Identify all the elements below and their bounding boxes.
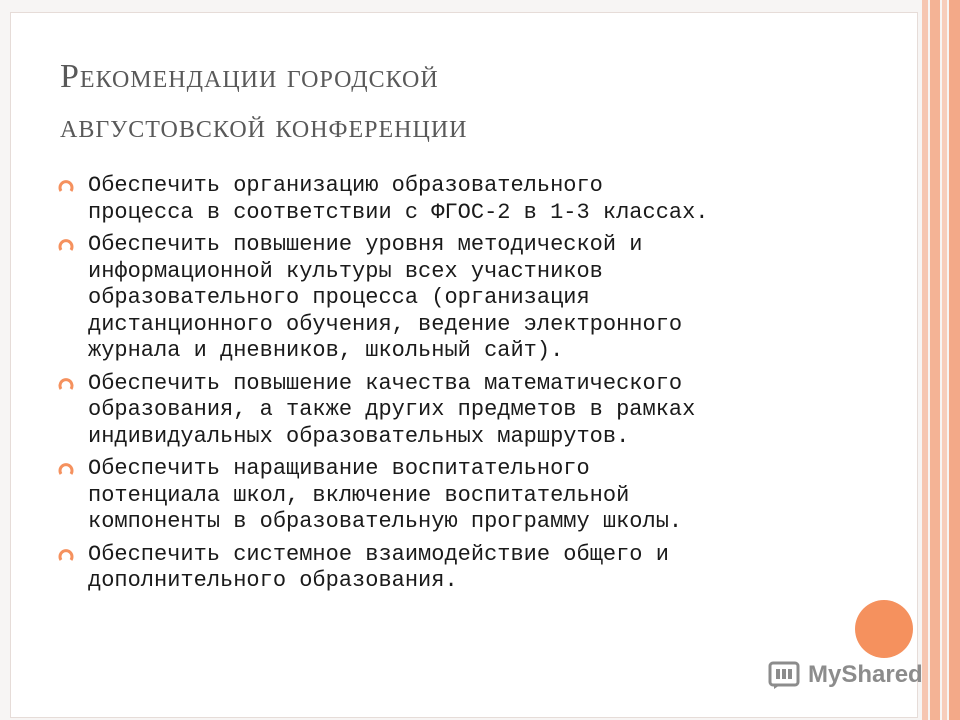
- bullet-item: [58, 542, 838, 595]
- arc-bullet-icon: [58, 234, 74, 254]
- bullet-line: образовательного процесса (организация: [88, 285, 590, 310]
- watermark-text: MyShared: [808, 661, 923, 688]
- bullet-line: образования, а также других предметов в рамках: [88, 397, 696, 422]
- bullet-line: журнала и дневников, школьный сайт).: [88, 338, 564, 363]
- bullet-item: [58, 173, 838, 226]
- bullet-item: [58, 232, 838, 365]
- bullet-line: процесса в соответствии с ФГОС-2 в 1-3 классах.: [88, 199, 709, 225]
- bullet-text: [88, 232, 838, 365]
- arc-bullet-icon: [58, 175, 74, 195]
- watermark[interactable]: [766, 655, 923, 695]
- bullet-line: потенциала школ, включение воспитательной: [88, 482, 630, 508]
- bullet-text: [88, 542, 838, 595]
- decorative-stripe: [942, 0, 947, 720]
- decorative-stripe: [922, 0, 928, 720]
- bullet-line: Обеспечить повышение качества математического: [88, 370, 683, 396]
- bullet-line: компоненты в образовательную программу школы.: [88, 509, 683, 534]
- bullet-line: Обеспечить повышение уровня методической и: [88, 232, 643, 257]
- slide-title: [60, 52, 880, 152]
- slide-title-line: Рекомендации городской: [60, 58, 439, 95]
- mystared-logo-icon: [766, 657, 802, 693]
- bullet-item: [58, 456, 838, 536]
- bullet-line: дистанционного обучения, ведение электронного: [88, 311, 683, 337]
- bullet-line: информационной культуры всех участников: [88, 258, 603, 284]
- bullet-line: Обеспечить организацию образовательного: [88, 173, 603, 198]
- bullet-line: дополнительного образования.: [88, 568, 458, 593]
- bullet-line: Обеспечить системное взаимодействие общего и: [88, 541, 669, 567]
- arc-bullet-icon: [58, 373, 74, 393]
- bullet-text: [88, 371, 838, 451]
- decorative-stripe: [930, 0, 940, 720]
- bullet-line: Обеспечить наращивание воспитательного: [88, 456, 590, 481]
- arc-bullet-icon: [58, 458, 74, 478]
- arc-bullet-icon: [58, 544, 74, 564]
- decorative-circle: [855, 600, 913, 658]
- decorative-stripe: [949, 0, 960, 720]
- bullet-list: [58, 173, 838, 601]
- bullet-text: [88, 173, 838, 226]
- bullet-line: индивидуальных образовательных маршрутов.: [88, 423, 630, 449]
- bullet-text: [88, 456, 838, 536]
- slide-title-line: августовской конференции: [60, 108, 468, 145]
- bullet-item: [58, 371, 838, 451]
